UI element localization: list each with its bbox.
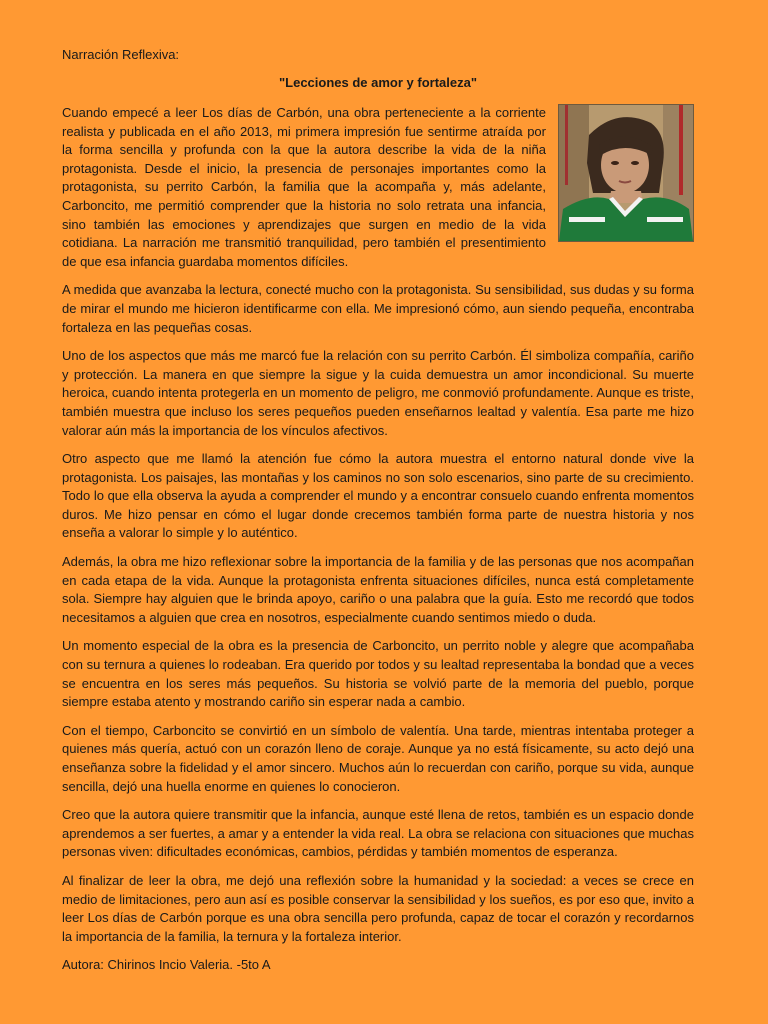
- paragraph-1-text: Cuando empecé a leer Los días de Carbón, una obra perteneciente a la corriente realista y publicada en el año 2013, mi primera impresión fue sentirme atraída por la forma sencilla y profunda con la que la autora describe la vida de la niña protagonista. Desde el inicio, la presencia de personajes importantes como la protagonista, su perrito Carbón, la familia que la acompaña y, más adelante, Carboncito, me permitió comprender que la historia no solo retrata una infancia, sino también las emociones y aprendizajes que surgen en medio de la vida cotidiana. La narración me transmitió tranquilidad, pero también el presentimiento de que esa infancia guardaba momentos difíciles.: [62, 105, 546, 269]
- document-label: Narración Reflexiva:: [62, 47, 180, 62]
- document-title: "Lecciones de amor y fortaleza": [278, 75, 477, 90]
- paragraph-4: Otro aspecto que me llamó la atención fue cómo la autora muestra el entorno natural donde vive la protagonista. Los paisajes, las montañas y los caminos no son solo escenarios, sino parte de su crecimiento. Todo lo que ella observa la ayuda a comprender el mundo y a encontrar consuelo cuando enfrenta momentos duros. Me hizo pensar en cómo el lugar donde crecemos también forma parte de nuestra historia y nos enseña a valorar lo simple y lo auténtico.: [62, 451, 694, 541]
- paragraph-6: Un momento especial de la obra es la presencia de Carboncito, un perrito noble y alegre que acompañaba con su ternura a quienes lo rodeaban. Era querido por todos y su lealtad representaba la bondad que a veces se encuentra en los seres más pequeños. Su historia se volvió parte de la memoria del pueblo, porque siempre estaba atento y mostrando cariño sin esperar nada a cambio.: [62, 638, 694, 710]
- paragraph-9: Al finalizar de leer la obra, me dejó una reflexión sobre la humanidad y la sociedad: a veces se crece en medio de limitaciones, pero aun así es posible conservar la sensibilidad y los sueños, es por eso que, invito a leer Los días de Carbón porque es una obra sencilla pero profunda, capaz de tocar el corazón y recordarnos la importancia de la familia, la ternura y la fortaleza interior.: [62, 872, 694, 944]
- author-photo: [558, 104, 694, 242]
- paragraph-1: [62, 104, 694, 271]
- paragraph-8: Creo que la autora quiere transmitir que la infancia, aunque esté llena de retos, también es un espacio donde aprendemos a ser fuertes, a amar y a entender la vida real. La obra se relaciona con situaciones que muchas personas viven: dificultades económicas, cambios, pérdidas y también momentos de esperanza.: [62, 807, 694, 860]
- paragraph-5: Además, la obra me hizo reflexionar sobre la importancia de la familia y de las personas que nos acompañan en cada etapa de la vida. Aunque la protagonista enfrenta situaciones difíciles, nunca está completamente sola. Siempre hay alguien que le brinda apoyo, cariño o una palabra que la guía. Esto me recordó que todos necesitamos a alguien que crea en nosotros, especialmente cuando sentimos miedo o duda.: [62, 554, 694, 625]
- paragraph-3: Uno de los aspectos que más me marcó fue la relación con su perrito Carbón. Él simboliza compañía, cariño y protección. La manera en que siempre la sigue y la cuida demuestra un amor incondicional. Su muerte heroica, cuando intenta protegerla en un momento de peligro, me conmovió profundamente. Aunque es triste, también muestra que incluso los seres pequeños pueden enseñarnos lealtad y valentía. Esa parte me hizo valorar aún más la importancia de los vínculos afectivos.: [62, 348, 694, 438]
- paragraph-2: A medida que avanzaba la lectura, conecté mucho con la protagonista. Su sensibilidad, sus dudas y su forma de mirar el mundo me hicieron identificarme con ella. Me impresionó cómo, aun siendo pequeña, encontraba fortaleza en las pequeñas cosas.: [62, 282, 694, 335]
- author-signature: Autora: Chirinos Incio Valeria. -5to A: [62, 957, 271, 973]
- paragraph-7: Con el tiempo, Carboncito se convirtió en un símbolo de valentía. Una tarde, mientras intentaba proteger a quienes más quería, actuó con un corazón lleno de coraje. Aunque ya no está físicamente, su acto dejó una enseñanza sobre la fidelidad y el amor sincero. Muchos aún lo recuerdan con cariño, porque su vida, aunque sencilla, dejó una huella enorme en quienes lo conocieron.: [62, 722, 694, 794]
